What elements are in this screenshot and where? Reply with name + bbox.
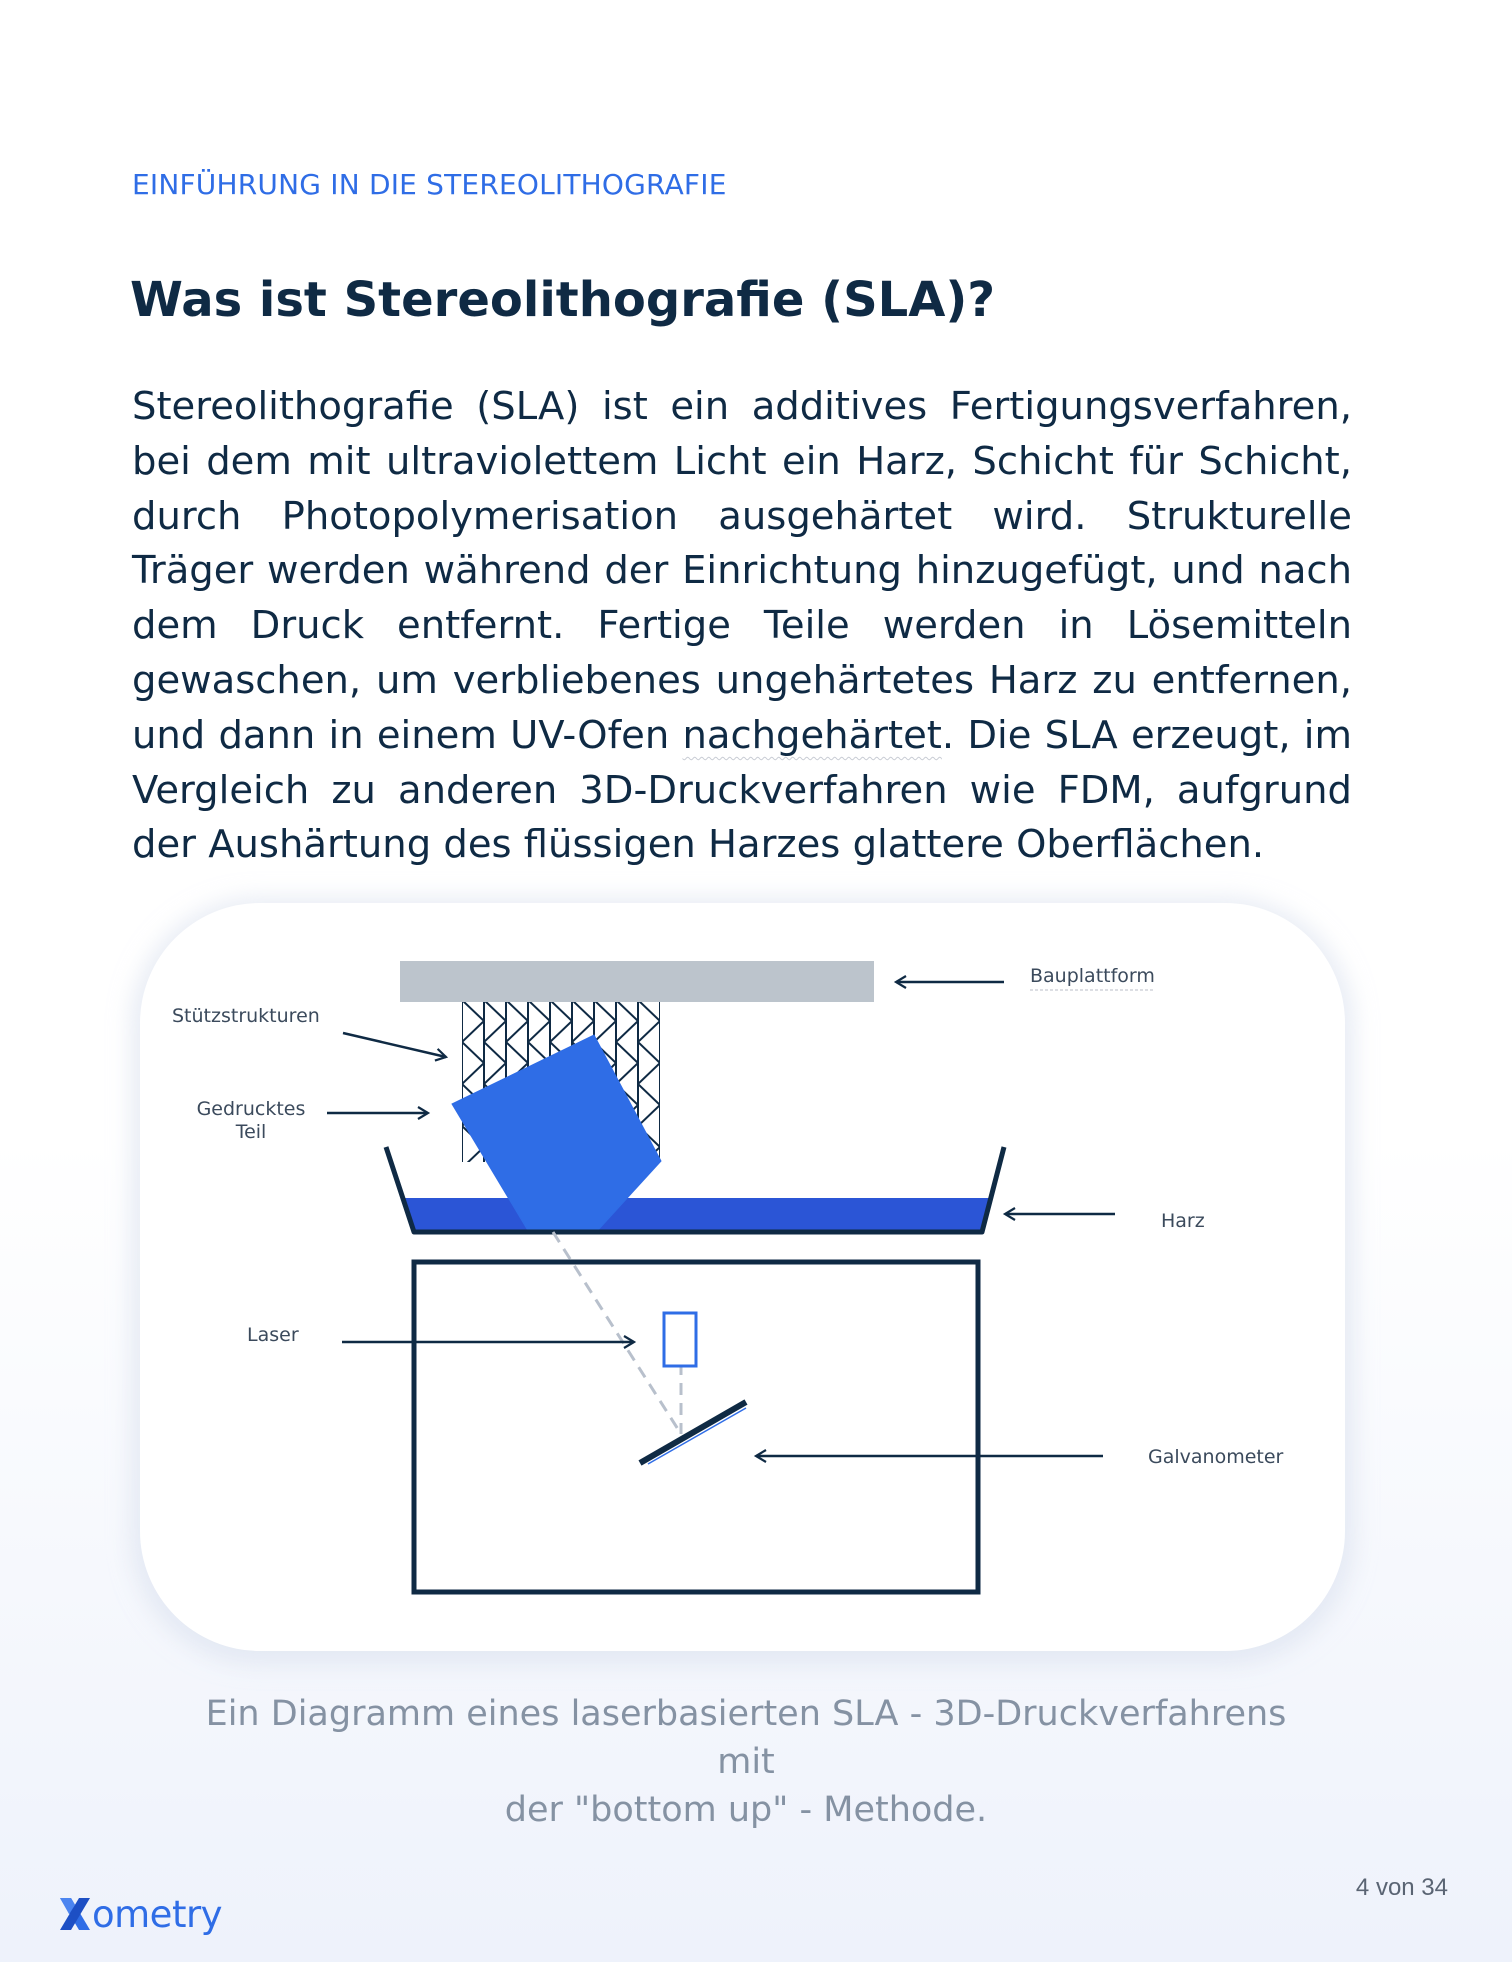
label-printed-part-line1: Gedrucktes (196, 1098, 306, 1120)
galvanometer-mirror (640, 1402, 746, 1463)
intro-paragraph-part2: . Die SLA erzeugt, im Vergleich zu anderen 3D-Druckverfahren wie FDM, aufgrund der Aushärtung des flüssigen Harzes glattere Oberflächen. (132, 712, 1352, 868)
label-build-platform: Bauplattform (1030, 965, 1155, 987)
label-supports: Stützstrukturen (172, 1005, 320, 1027)
figure-caption (180, 1690, 1312, 1834)
label-printed-part-line2: Teil (235, 1121, 267, 1143)
caption-line-2: der "bottom up" - Methode. (504, 1790, 988, 1830)
arrow-supports (343, 1033, 446, 1057)
page-number: 4 von 34 (1355, 1874, 1448, 1901)
build-platform (400, 961, 874, 1002)
label-resin: Harz (1161, 1210, 1205, 1232)
xometry-logo[interactable] (58, 1890, 222, 1938)
section-eyebrow: EINFÜHRUNG IN DIE STEREOLITHOGRAFIE (132, 168, 727, 201)
page-title: Was ist Stereolithografie (SLA)? (130, 272, 996, 328)
xometry-x-icon (58, 1894, 92, 1934)
logo-wordmark: ometry (92, 1892, 223, 1936)
galvanometer-mirror-edge (648, 1408, 746, 1464)
intro-paragraph-part1: Stereolithografie (SLA) ist ein additives Fertigungsverfahren, bei dem mit ultraviolettem Licht ein Harz, Schicht für Schicht, durch Photopolymerisation ausgehärtet wird. Strukturelle Träger werden während der Einrichtung hinzugefügt, und nach dem Druck entfernt. Fertige Teile werden in Lösemitteln gewaschen, um verbliebenes ungehärtetes Harz zu entfernen, und dann in einem UV-Ofen (132, 384, 1352, 758)
laser-source (664, 1313, 696, 1366)
spellcheck-flagged-word: nachgehärtet (682, 712, 942, 758)
label-laser: Laser (247, 1324, 299, 1346)
caption-line-1: Ein Diagramm eines laserbasierten SLA - 3D-Druckverfahrens mit (205, 1694, 1287, 1782)
label-galvanometer: Galvanometer (1148, 1446, 1284, 1468)
